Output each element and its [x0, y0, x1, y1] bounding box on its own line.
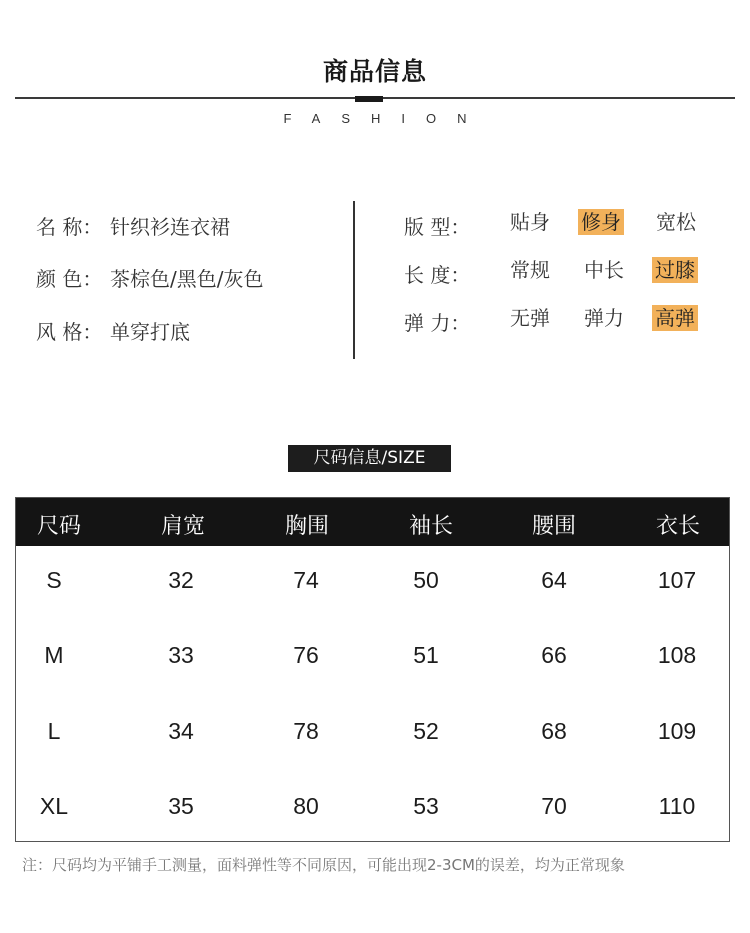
- fit-option: 宽松: [656, 210, 696, 234]
- attr-value: 茶棕色/黑色/灰色: [110, 267, 264, 291]
- attr-label: 颜 色：: [36, 267, 103, 291]
- column-header: 腰围: [531, 514, 577, 539]
- table-cell: 64: [541, 567, 567, 593]
- fashion-subtitle: FASHION: [283, 111, 488, 126]
- table-cell: 80: [293, 793, 319, 819]
- measurement-note: 注：尺码均为平铺手工测量，面料弹性等不同原因，可能出现2-3CM的误差，均为正常现象: [22, 856, 625, 874]
- table-cell: 74: [293, 567, 319, 593]
- table-cell: 78: [293, 718, 319, 744]
- table-cell: 107: [657, 567, 697, 593]
- fit-option: 中长: [584, 258, 624, 282]
- fit-option: 弹力: [584, 306, 624, 330]
- fit-option-selected: 高弹: [652, 305, 698, 331]
- fit-label: 长 度：: [404, 263, 471, 287]
- table-cell: L: [47, 718, 61, 744]
- table-cell: 32: [168, 567, 194, 593]
- attr-value: 针织衫连衣裙: [110, 215, 230, 239]
- table-cell: 109: [657, 718, 697, 744]
- attr-label: 风 格：: [36, 320, 103, 344]
- attr-value: 单穿打底: [110, 320, 190, 344]
- table-cell: S: [46, 567, 62, 593]
- table-cell: 70: [541, 793, 567, 819]
- fit-option: 常规: [510, 258, 550, 282]
- size-table: [15, 497, 730, 842]
- table-cell: 35: [168, 793, 194, 819]
- attr-color: [36, 263, 263, 292]
- table-cell: M: [44, 642, 64, 668]
- table-cell: 34: [168, 718, 194, 744]
- table-cell: 52: [413, 718, 439, 744]
- fit-option-selected: 修身: [578, 209, 624, 235]
- table-cell: 76: [293, 642, 319, 668]
- attr-label: 名 称：: [36, 215, 103, 239]
- fit-option: 无弹: [510, 306, 550, 330]
- size-section-badge: 尺码信息/SIZE: [288, 445, 451, 472]
- column-header: 肩宽: [160, 514, 206, 539]
- fit-option-selected: 过膝: [652, 257, 698, 283]
- table-cell: 110: [658, 793, 696, 819]
- table-cell: 51: [413, 642, 439, 668]
- table-cell: XL: [39, 793, 69, 819]
- attr-name: [36, 211, 230, 240]
- table-cell: 53: [413, 793, 439, 819]
- table-cell: 66: [541, 642, 567, 668]
- table-cell: 50: [413, 567, 439, 593]
- section-divider: [353, 201, 355, 359]
- column-header: 尺码: [36, 514, 82, 539]
- column-header: 胸围: [284, 514, 330, 539]
- title-divider-mark: [355, 96, 383, 102]
- column-header: 衣长: [655, 514, 701, 539]
- table-cell: 108: [657, 642, 697, 668]
- table-cell: 68: [541, 718, 567, 744]
- column-header: 袖长: [408, 514, 454, 539]
- fit-option: 贴身: [510, 210, 550, 234]
- fit-label: 版 型：: [404, 215, 471, 239]
- table-cell: 33: [168, 642, 194, 668]
- attr-style: [36, 316, 190, 345]
- page-title: 商品信息: [322, 57, 427, 86]
- size-table-header: [16, 498, 729, 546]
- fit-label: 弹 力：: [404, 311, 471, 335]
